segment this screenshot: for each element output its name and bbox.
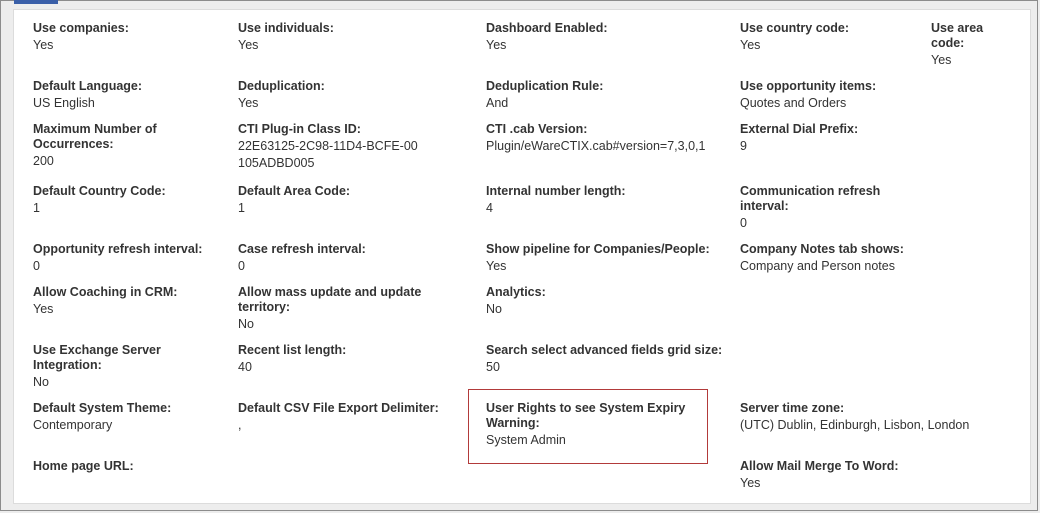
field-use-opportunity-items <box>740 79 990 112</box>
field-value: , <box>238 418 242 432</box>
field-label: Dashboard Enabled: <box>486 21 608 35</box>
field-home-page-url <box>33 459 233 475</box>
field-value: System Admin <box>486 433 566 447</box>
field-show-pipeline <box>486 242 731 275</box>
field-label: Default Country Code: <box>33 184 166 198</box>
field-default-area-code <box>238 184 468 217</box>
field-maximum-occurrences <box>33 122 183 170</box>
field-value: Quotes and Orders <box>740 96 847 110</box>
field-label: Default System Theme: <box>33 401 172 415</box>
field-value: Yes <box>238 96 259 110</box>
field-internal-number-length <box>486 184 726 217</box>
field-label: Home page URL: <box>33 459 134 473</box>
field-label: Opportunity refresh interval: <box>33 242 203 256</box>
field-company-notes-tab <box>740 242 990 275</box>
field-allow-coaching <box>33 285 233 318</box>
field-use-individuals <box>238 21 468 54</box>
field-value: 1 <box>33 201 40 215</box>
field-use-companies <box>33 21 223 54</box>
field-value: Plugin/eWareCTIX.cab#version=7,3,0,1 <box>486 139 706 153</box>
field-value: 4 <box>486 201 493 215</box>
field-dashboard-enabled <box>486 21 726 54</box>
field-value: Company and Person notes <box>740 259 895 273</box>
field-communication-refresh-interval <box>740 184 900 232</box>
field-recent-list-length <box>238 343 468 376</box>
field-value: And <box>486 96 509 110</box>
active-tab-indicator <box>14 0 58 4</box>
field-label: Server time zone: <box>740 401 845 415</box>
field-label: Maximum Number of Occurrences: <box>33 122 157 151</box>
field-value: 9 <box>740 139 747 153</box>
field-allow-mass-update <box>238 285 468 333</box>
field-value: No <box>33 375 49 389</box>
field-value: Yes <box>238 38 259 52</box>
field-label: Search select advanced fields grid size: <box>486 343 723 357</box>
field-allow-mail-merge <box>740 459 990 492</box>
field-label: Allow Coaching in CRM: <box>33 285 178 299</box>
field-label: Deduplication: <box>238 79 325 93</box>
field-value: 50 <box>486 360 500 374</box>
field-label: User Rights to see System Expiry Warning: <box>486 401 686 430</box>
field-default-language <box>33 79 223 112</box>
field-label: Company Notes tab shows: <box>740 242 904 256</box>
field-value: (UTC) Dublin, Edinburgh, Lisbon, London <box>740 418 970 432</box>
field-label: Analytics: <box>486 285 546 299</box>
field-use-exchange-server <box>33 343 213 391</box>
field-value: Yes <box>486 38 507 52</box>
field-use-country-code <box>740 21 920 54</box>
field-label: Default Language: <box>33 79 143 93</box>
field-value: No <box>238 317 254 331</box>
field-value: Yes <box>740 38 761 52</box>
field-label: Allow mass update and update territory: <box>238 285 422 314</box>
field-label: Default CSV File Export Delimiter: <box>238 401 439 415</box>
field-value: 40 <box>238 360 252 374</box>
field-label: Case refresh interval: <box>238 242 366 256</box>
field-label: Use opportunity items: <box>740 79 877 93</box>
field-label: Use area code: <box>931 21 984 50</box>
field-value: Yes <box>931 53 952 67</box>
field-value: US English <box>33 96 95 110</box>
field-value: No <box>486 302 502 316</box>
field-label: Recent list length: <box>238 343 347 357</box>
field-value: 0 <box>740 216 747 230</box>
field-server-time-zone <box>740 401 1000 434</box>
field-label: Use Exchange Server Integration: <box>33 343 161 372</box>
field-analytics <box>486 285 726 318</box>
field-cti-cab-version <box>486 122 731 155</box>
field-label: Internal number length: <box>486 184 626 198</box>
field-label: Show pipeline for Companies/People: <box>486 242 710 256</box>
field-case-refresh-interval <box>238 242 468 275</box>
field-label: External Dial Prefix: <box>740 122 859 136</box>
field-cti-plugin-class-id <box>238 122 423 172</box>
field-deduplication <box>238 79 468 112</box>
field-value: Yes <box>33 302 54 316</box>
field-opportunity-refresh-interval <box>33 242 233 275</box>
field-label: CTI Plug-in Class ID: <box>238 122 361 136</box>
field-value: 0 <box>33 259 40 273</box>
field-label: Allow Mail Merge To Word: <box>740 459 899 473</box>
field-value: Yes <box>33 38 54 52</box>
field-value: 1 <box>238 201 245 215</box>
field-value: Contemporary <box>33 418 113 432</box>
field-value: Yes <box>740 476 761 490</box>
field-value: 0 <box>238 259 245 273</box>
field-value: 22E63125-2C98-11D4-BCFE-00105ADBD005 <box>238 139 418 170</box>
field-label: Default Area Code: <box>238 184 351 198</box>
field-default-csv-delimiter <box>238 401 468 434</box>
field-user-rights-expiry-warning <box>486 401 701 449</box>
field-external-dial-prefix <box>740 122 990 155</box>
field-label: Deduplication Rule: <box>486 79 604 93</box>
field-value: Yes <box>486 259 507 273</box>
field-value: 200 <box>33 154 54 168</box>
field-default-country-code <box>33 184 223 217</box>
field-deduplication-rule <box>486 79 726 112</box>
field-search-select-grid-size <box>486 343 738 376</box>
field-label: Use country code: <box>740 21 850 35</box>
field-label: Communication refresh interval: <box>740 184 881 213</box>
field-label: Use individuals: <box>238 21 334 35</box>
field-label: CTI .cab Version: <box>486 122 588 136</box>
field-default-system-theme <box>33 401 233 434</box>
field-use-area-code <box>931 21 1001 69</box>
field-label: Use companies: <box>33 21 129 35</box>
